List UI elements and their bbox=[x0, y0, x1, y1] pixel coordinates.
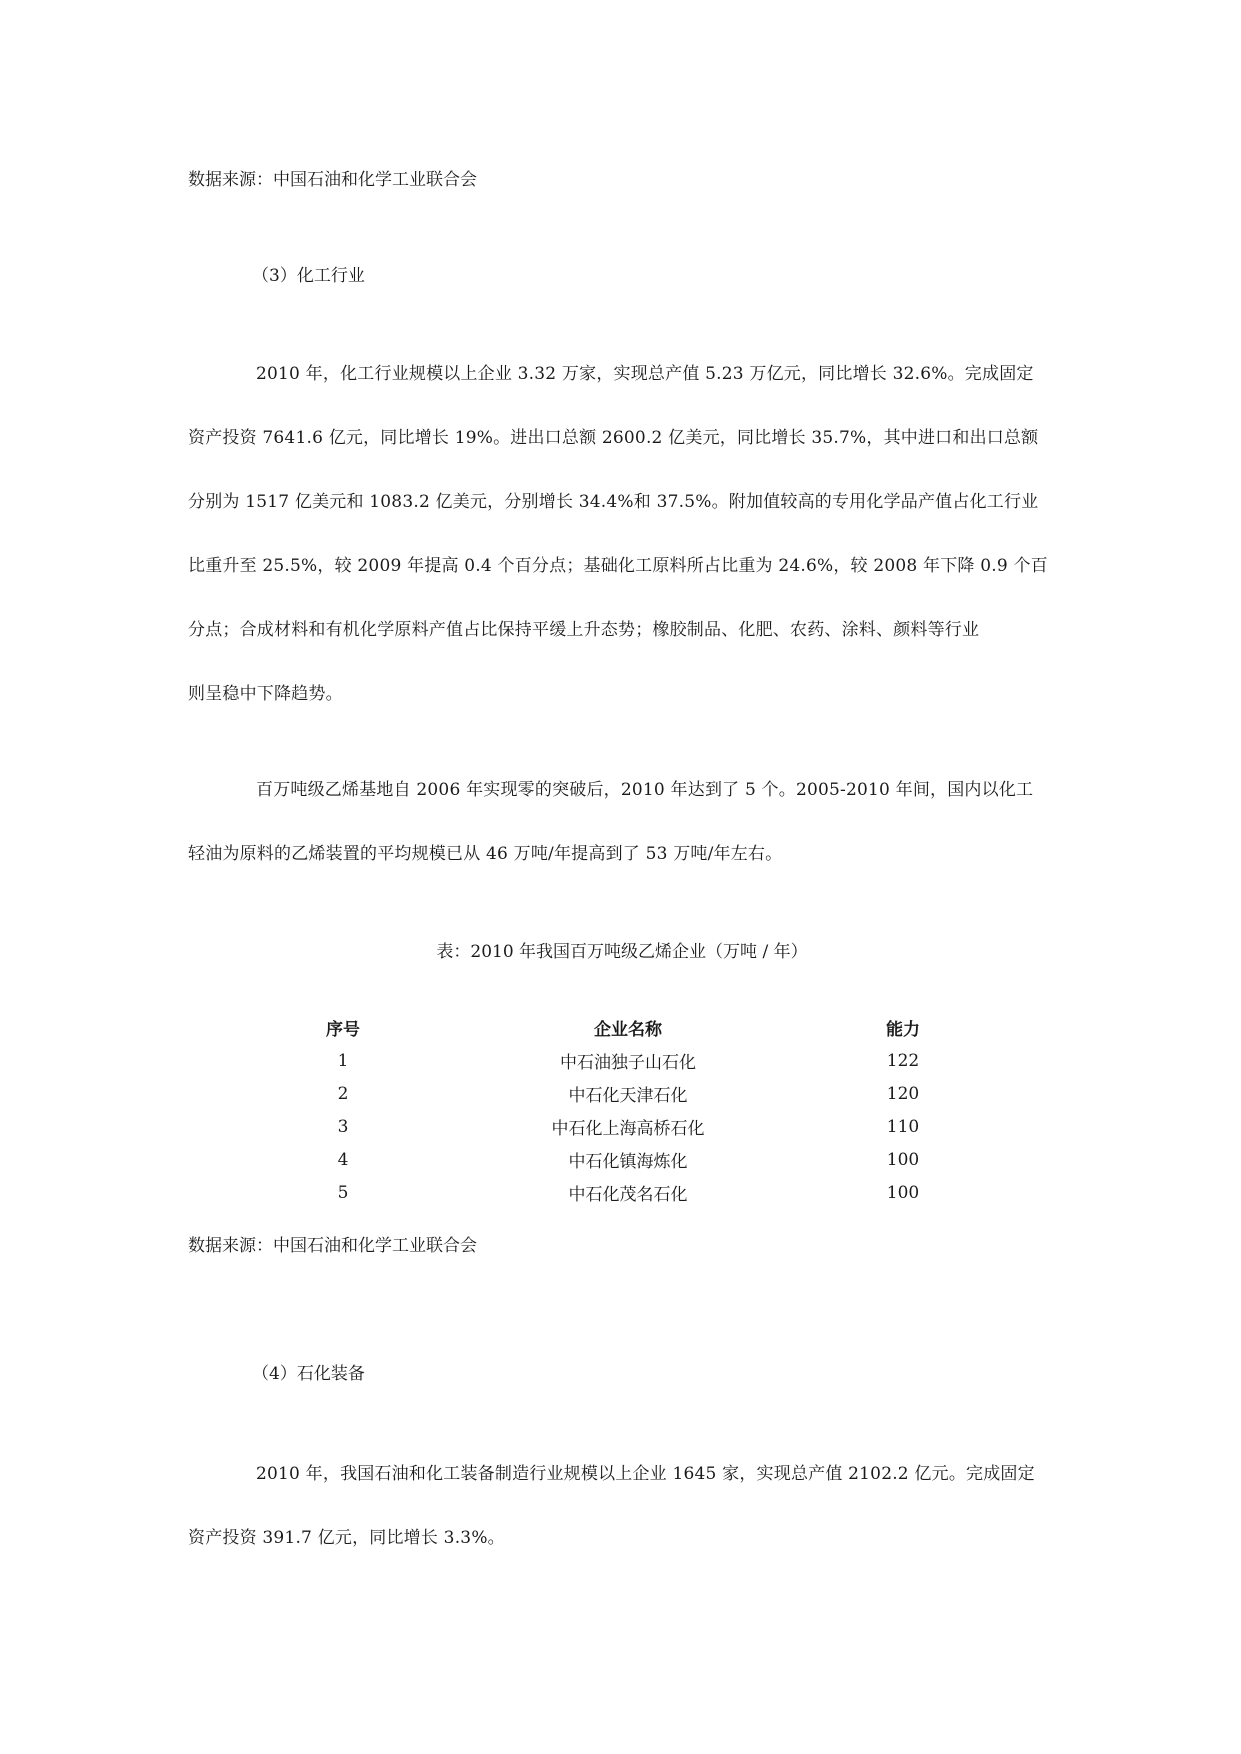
table-row bbox=[258, 1143, 978, 1176]
paragraph-equipment bbox=[188, 1442, 1056, 1570]
cell-enterprise: 中石油独子山石化 bbox=[560, 1053, 696, 1073]
paragraph-line: 分别为 1517 亿美元和 1083.2 亿美元，分别增长 34.4%和 37.5%。附加值较高的专用化学品产值占化工行业 bbox=[188, 492, 1039, 512]
cell-index: 4 bbox=[337, 1149, 349, 1170]
column-header-index: 序号 bbox=[326, 1019, 360, 1040]
paragraph-line: 分点；合成材料和有机化学原料产值占比保持平缓上升态势；橡胶制品、化肥、农药、涂料、颜料等行业 bbox=[188, 620, 980, 640]
cell-enterprise: 中石化上海高桥石化 bbox=[551, 1119, 705, 1139]
table-caption: 表：2010 年我国百万吨级乙烯企业（万吨 / 年） bbox=[436, 942, 808, 962]
paragraph-line: 百万吨级乙烯基地自 2006 年实现零的突破后，2010 年达到了 5 个。2005-2010 年间，国内以化工 bbox=[256, 780, 1034, 800]
cell-index: 5 bbox=[337, 1182, 349, 1203]
table-header-row bbox=[258, 1010, 978, 1044]
cell-enterprise: 中石化天津石化 bbox=[568, 1086, 688, 1106]
cell-capacity: 120 bbox=[886, 1083, 920, 1104]
cell-enterprise: 中石化茂名石化 bbox=[568, 1185, 688, 1205]
cell-capacity: 100 bbox=[886, 1149, 920, 1170]
paragraph-line: 2010 年，化工行业规模以上企业 3.32 万家，实现总产值 5.23 万亿元，同比增长 32.6%。完成固定 bbox=[256, 364, 1034, 384]
table-row bbox=[258, 1077, 978, 1110]
paragraph-chemical-industry bbox=[188, 342, 1056, 726]
cell-capacity: 122 bbox=[886, 1050, 920, 1071]
table-row bbox=[258, 1110, 978, 1143]
section-heading-chemical-industry: （3）化工行业 bbox=[252, 266, 365, 286]
ethylene-enterprises-table bbox=[258, 1010, 978, 1209]
cell-capacity: 100 bbox=[886, 1182, 920, 1203]
paragraph-line: 资产投资 7641.6 亿元，同比增长 19%。进出口总额 2600.2 亿美元，同比增长 35.7%，其中进口和出口总额 bbox=[188, 428, 1039, 448]
data-source-note: 数据来源：中国石油和化学工业联合会 bbox=[188, 170, 477, 190]
table-row bbox=[258, 1176, 978, 1209]
cell-index: 3 bbox=[337, 1116, 349, 1137]
cell-capacity: 110 bbox=[886, 1116, 920, 1137]
column-header-enterprise: 企业名称 bbox=[594, 1019, 662, 1040]
paragraph-ethylene-bases bbox=[188, 758, 1056, 886]
paragraph-line: 轻油为原料的乙烯装置的平均规模已从 46 万吨/年提高到了 53 万吨/年左右。 bbox=[188, 844, 783, 864]
table-row bbox=[258, 1044, 978, 1077]
cell-index: 1 bbox=[337, 1050, 349, 1071]
section-heading-petrochemical-equipment: （4）石化装备 bbox=[252, 1364, 365, 1384]
paragraph-line: 则呈稳中下降趋势。 bbox=[188, 684, 343, 704]
cell-enterprise: 中石化镇海炼化 bbox=[568, 1152, 688, 1172]
cell-index: 2 bbox=[337, 1083, 349, 1104]
paragraph-line: 比重升至 25.5%，较 2009 年提高 0.4 个百分点；基础化工原料所占比重为 24.6%，较 2008 年下降 0.9 个百 bbox=[188, 556, 1048, 576]
paragraph-line: 2010 年，我国石油和化工装备制造行业规模以上企业 1645 家，实现总产值 2102.2 亿元。完成固定 bbox=[256, 1464, 1035, 1484]
column-header-capacity: 能力 bbox=[886, 1019, 920, 1040]
paragraph-line: 资产投资 391.7 亿元，同比增长 3.3%。 bbox=[188, 1528, 505, 1548]
data-source-note-table: 数据来源：中国石油和化学工业联合会 bbox=[188, 1236, 477, 1256]
